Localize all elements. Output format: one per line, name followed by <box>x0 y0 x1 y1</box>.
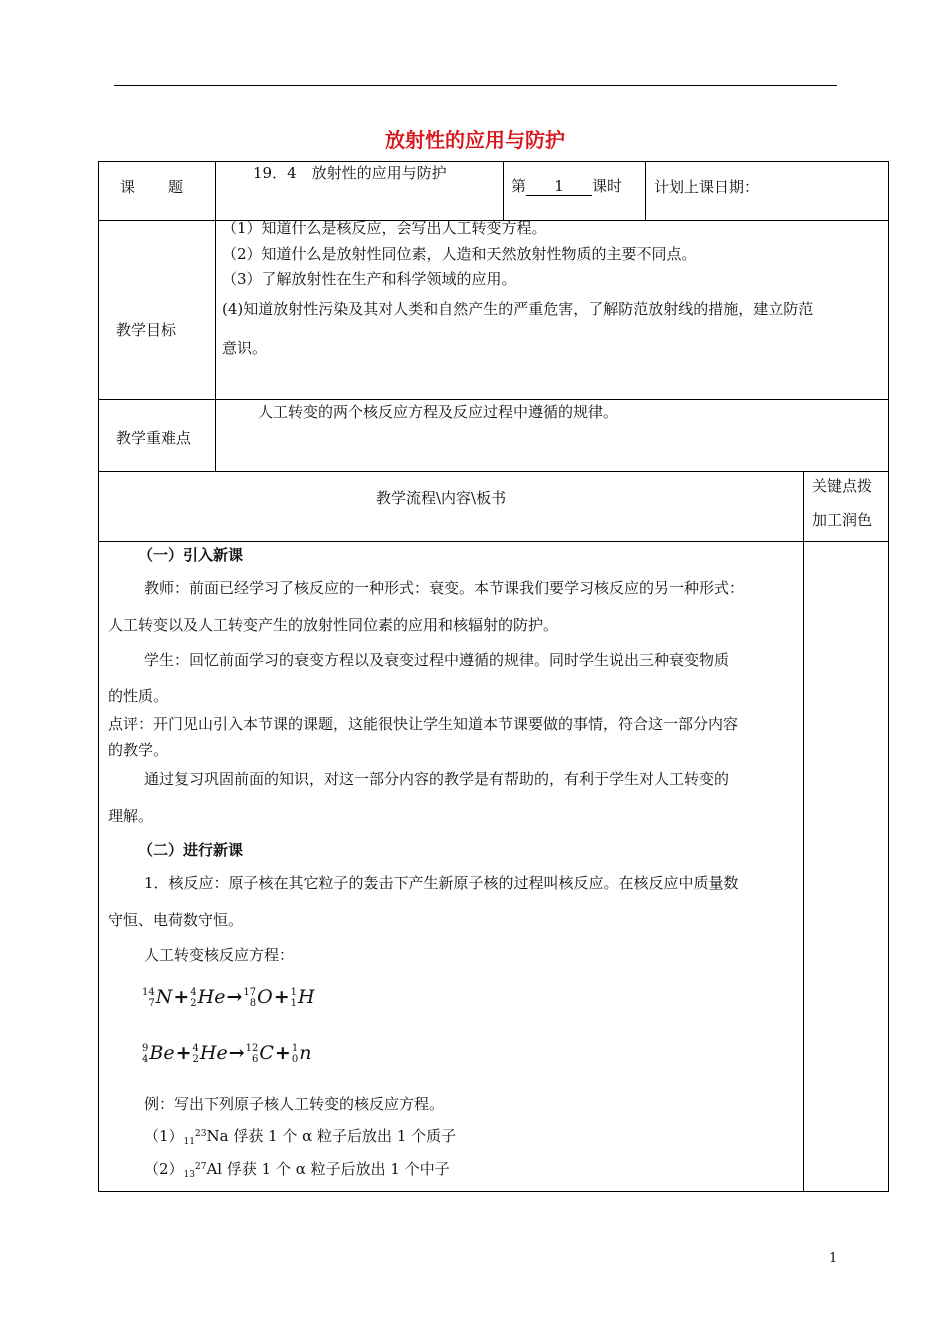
element-symbol: Na <box>206 1127 229 1145</box>
key-points-label: 教学重难点 <box>116 429 192 447</box>
paragraph-line: 人工转变以及人工转变产生的放射性同位素的应用和核辐射的防护。 <box>108 616 559 634</box>
flow-header: 教学流程\内容\板书 <box>376 489 507 507</box>
section-heading: （一）引入新课 <box>138 546 244 564</box>
arrow-icon: → <box>228 1042 245 1064</box>
nuclear-equation-2 <box>142 1042 311 1065</box>
nuclide-term: 1 0 n <box>291 1042 312 1065</box>
nuclide-term: 12 6 C <box>245 1042 274 1065</box>
lesson-number: 1 <box>526 177 592 196</box>
nuclear-equation-1 <box>142 986 315 1009</box>
objectives-label: 教学目标 <box>116 321 177 339</box>
paragraph-line: 1．核反应：原子核在其它粒子的轰击下产生新原子核的过程叫核反应。在核反应中质量数 <box>144 874 739 892</box>
charge-number: 11 <box>183 1137 195 1147</box>
plus-sign: + <box>175 1042 192 1064</box>
mass-number: 27 <box>195 1162 207 1172</box>
paragraph-line: 学生：回忆前面学习的衰变方程以及衰变过程中遵循的规律。同时学生说出三种衰变物质 <box>144 651 730 669</box>
nuclide-term: 14 7 N <box>142 986 173 1009</box>
example-item-1: $(1)_{11}^{23}Na$ 俘获 1 个 α 粒子后放出 1 个质子 <box>144 1127 457 1147</box>
plus-sign: + <box>173 986 190 1008</box>
side-header-line1: 关键点拨 <box>812 477 873 495</box>
arrow-icon: → <box>226 986 243 1008</box>
nuclide-term: 9 4 Be <box>142 1042 175 1065</box>
planned-date-label: 计划上课日期： <box>654 178 760 196</box>
nuclide-term: 1 1 H <box>290 986 315 1009</box>
lesson-count: 第 1 课时 <box>511 177 623 195</box>
topic-label: 课 题 <box>120 178 185 196</box>
nuclide-term: 4 2 He <box>190 986 226 1009</box>
page-number: 1 <box>829 1251 838 1266</box>
nuclide-term: 4 2 He <box>192 1042 228 1065</box>
key-points-text: 人工转变的两个核反应方程及反应过程中遵循的规律。 <box>258 403 619 421</box>
objective-item: （3）了解放射性在生产和科学领域的应用。 <box>222 270 517 288</box>
objective-item: （1）知道什么是核反应，会写出人工转变方程。 <box>222 219 547 237</box>
paragraph-line: 通过复习巩固前面的知识，对这一部分内容的教学是有帮助的，有利于学生对人工转变的 <box>144 770 730 788</box>
paragraph-line: 的教学。 <box>108 741 169 759</box>
top-rule <box>114 85 837 86</box>
example-prompt: 例：写出下列原子核人工转变的核反应方程。 <box>144 1095 445 1113</box>
paragraph-line: 的性质。 <box>108 687 169 705</box>
objective-item: （2）知道什么是放射性同位素，人造和天然放射性物质的主要不同点。 <box>222 245 697 263</box>
paragraph-line: 人工转变核反应方程： <box>144 946 295 964</box>
element-symbol: Al <box>206 1160 223 1178</box>
nuclide-term: 17 8 O <box>243 986 273 1009</box>
paragraph-line: 守恒、电荷数守恒。 <box>108 911 244 929</box>
document-title: 放射性的应用与防护 <box>385 128 565 152</box>
charge-number: 13 <box>183 1170 195 1180</box>
example-item-2: $(2)_{13}^{27}Al$ 俘获 1 个 α 粒子后放出 1 个中子 <box>144 1160 450 1180</box>
plus-sign: + <box>273 986 290 1008</box>
section-heading: （二）进行新课 <box>138 841 244 859</box>
paragraph-line: 理解。 <box>108 807 154 825</box>
topic-value: 19．4 放射性的应用与防护 <box>253 164 447 182</box>
mass-number: 23 <box>195 1129 207 1139</box>
objective-item: (4)知道放射性污染及其对人类和自然产生的严重危害，了解防范放射线的措施，建立防范 <box>222 300 814 318</box>
paragraph-line: 教师：前面已经学习了核反应的一种形式：衰变。本节课我们要学习核反应的另一种形式： <box>144 579 745 597</box>
objective-item: 意识。 <box>222 339 268 357</box>
paragraph-line: 点评：开门见山引入本节课的课题，这能很快让学生知道本节课要做的事情，符合这一部分内容 <box>108 715 739 733</box>
side-header-line2: 加工润色 <box>812 511 873 529</box>
plus-sign: + <box>274 1042 291 1064</box>
